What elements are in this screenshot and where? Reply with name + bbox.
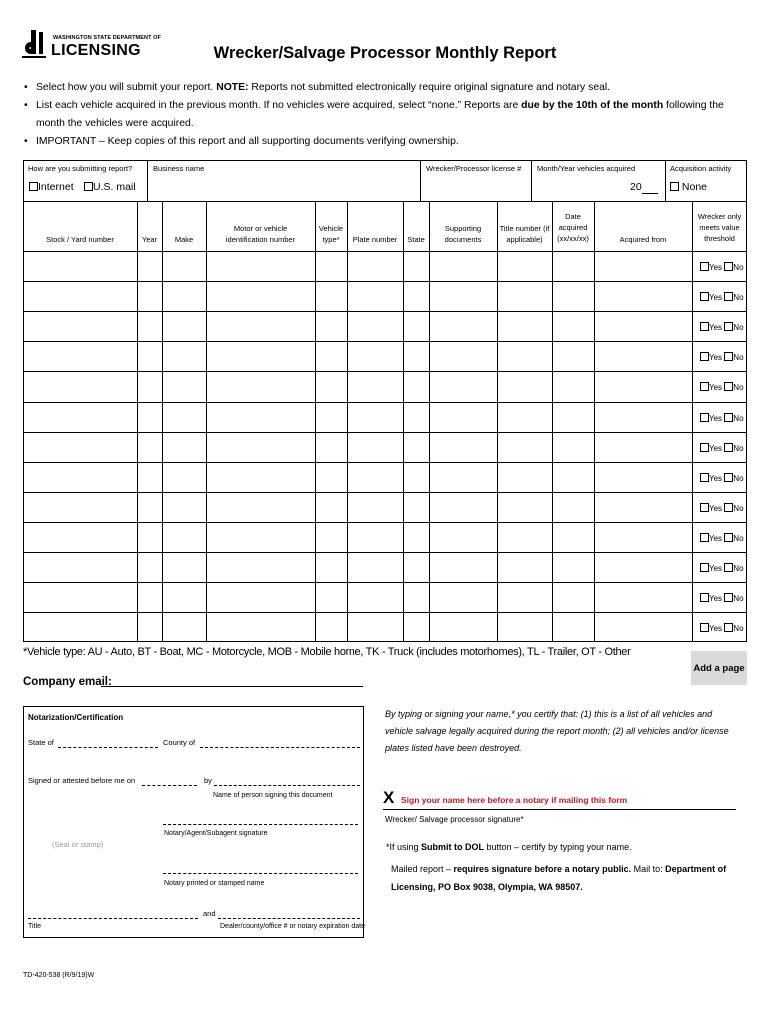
cell-docs-field[interactable] xyxy=(430,583,496,611)
signer-name-caption: Name of person signing this document xyxy=(213,792,333,799)
cell-make-field[interactable] xyxy=(163,403,205,431)
col-type: Vehicle type* xyxy=(318,223,344,244)
cell-stock-field[interactable] xyxy=(24,282,136,310)
no-checkbox[interactable] xyxy=(724,563,733,572)
cell-title-number-field[interactable] xyxy=(498,342,551,370)
wrecker-threshold-options xyxy=(700,443,744,453)
cell-docs-field[interactable] xyxy=(430,523,496,551)
company-email-label: Company email: xyxy=(23,676,112,688)
cell-make-field[interactable] xyxy=(163,463,205,491)
cell-type-field[interactable] xyxy=(316,553,346,581)
cell-year-field[interactable] xyxy=(138,342,161,370)
cell-acquired-from-field[interactable] xyxy=(595,613,691,641)
cell-acquired-from-field[interactable] xyxy=(595,372,691,400)
cell-vin-field[interactable] xyxy=(207,613,314,641)
no-checkbox[interactable] xyxy=(724,262,733,271)
yes-label: Yes xyxy=(709,353,723,362)
cell-stock-field[interactable] xyxy=(24,372,136,400)
cell-date-field[interactable] xyxy=(553,463,593,491)
cell-title-number-field[interactable] xyxy=(498,553,551,581)
cell-state-field[interactable] xyxy=(404,372,428,400)
no-label: No xyxy=(733,383,744,392)
yes-label: Yes xyxy=(709,323,723,332)
cell-type-field[interactable] xyxy=(316,252,346,280)
cell-type-field[interactable] xyxy=(316,523,346,551)
cell-plate-field[interactable] xyxy=(348,433,402,461)
no-checkbox[interactable] xyxy=(724,322,733,331)
yes-checkbox[interactable] xyxy=(700,473,709,482)
cell-state-field[interactable] xyxy=(404,282,428,310)
cell-vin-field[interactable] xyxy=(207,433,314,461)
submit-method-label: How are you submitting report? xyxy=(28,164,133,173)
no-checkbox[interactable] xyxy=(724,443,733,452)
cell-state-field[interactable] xyxy=(404,583,428,611)
cell-docs-field[interactable] xyxy=(430,613,496,641)
cell-year-field[interactable] xyxy=(138,433,161,461)
cell-date-field[interactable] xyxy=(553,583,593,611)
submit-mail-option[interactable]: U.S. mail xyxy=(84,181,136,193)
no-label: No xyxy=(733,293,744,302)
cell-acquired-from-field[interactable] xyxy=(595,403,691,431)
state-of-label: State of xyxy=(28,738,54,747)
cell-plate-field[interactable] xyxy=(348,553,402,581)
cell-state-field[interactable] xyxy=(404,463,428,491)
yes-label: Yes xyxy=(709,504,723,513)
cell-year-field[interactable] xyxy=(138,312,161,340)
yes-checkbox[interactable] xyxy=(700,322,709,331)
cell-year-field[interactable] xyxy=(138,463,161,491)
cell-docs-field[interactable] xyxy=(430,403,496,431)
notary-signature-caption: Notary/Agent/Subagent signature xyxy=(164,830,268,837)
cell-acquired-from-field[interactable] xyxy=(595,553,691,581)
vehicle-type-footnote: *Vehicle type: AU - Auto, BT - Boat, MC - Motorcycle, MOB - Mobile home, TK - Truck (includes motorhomes), TL - Trailer, OT - Other xyxy=(23,646,631,658)
cell-type-field[interactable] xyxy=(316,583,346,611)
col-title-number: Title number (if applicable) xyxy=(499,223,550,244)
cell-make-field[interactable] xyxy=(163,282,205,310)
cell-acquired-from-field[interactable] xyxy=(595,433,691,461)
cell-plate-field[interactable] xyxy=(348,312,402,340)
title-caption: Title xyxy=(28,923,41,930)
no-label: No xyxy=(733,414,744,423)
cell-state-field[interactable] xyxy=(404,523,428,551)
yes-checkbox[interactable] xyxy=(700,292,709,301)
cell-title-number-field[interactable] xyxy=(498,613,551,641)
license-number-label: Wrecker/Processor license # xyxy=(426,164,522,173)
cell-acquired-from-field[interactable] xyxy=(595,583,691,611)
cell-stock-field[interactable] xyxy=(24,523,136,551)
county-of-field[interactable] xyxy=(200,747,360,748)
cell-title-number-field[interactable] xyxy=(498,403,551,431)
cell-docs-field[interactable] xyxy=(430,553,496,581)
wrecker-threshold-options xyxy=(700,533,744,543)
instruction-item: • Select how you will submit your report. NOTE: Reports not submitted electronically require original signature and notary seal. xyxy=(22,79,752,97)
cell-docs-field[interactable] xyxy=(430,282,496,310)
business-name-label: Business name xyxy=(153,164,205,173)
instruction-item: • List each vehicle acquired in the previous month. If no vehicles were acquired, select “none.” Reports are due by the 10th of the month following the month the vehicles were acquired. xyxy=(22,97,752,133)
cell-date-field[interactable] xyxy=(553,403,593,431)
mail-checkbox[interactable] xyxy=(84,182,93,191)
no-label: No xyxy=(733,504,744,513)
cell-make-field[interactable] xyxy=(163,523,205,551)
expiration-caption: Dealer/county/office # or notary expiration date xyxy=(220,923,366,930)
cell-year-field[interactable] xyxy=(138,372,161,400)
wrecker-threshold-options xyxy=(700,262,744,272)
cell-date-field[interactable] xyxy=(553,553,593,581)
col-stock: Stock / Yard number xyxy=(46,235,114,244)
col-year: Year xyxy=(141,235,158,244)
logo-agency-line: WASHINGTON STATE DEPARTMENT OF xyxy=(53,35,162,41)
cell-docs-field[interactable] xyxy=(430,433,496,461)
wrecker-threshold-options xyxy=(700,473,744,483)
expiration-field[interactable] xyxy=(218,918,360,919)
no-label: No xyxy=(733,323,744,332)
cell-acquired-from-field[interactable] xyxy=(595,312,691,340)
cell-year-field[interactable] xyxy=(138,553,161,581)
cell-title-number-field[interactable] xyxy=(498,523,551,551)
cell-date-field[interactable] xyxy=(553,613,593,641)
no-checkbox[interactable] xyxy=(724,533,733,542)
cell-plate-field[interactable] xyxy=(348,403,402,431)
business-name-field[interactable] xyxy=(149,174,417,200)
cell-stock-field[interactable] xyxy=(24,312,136,340)
cell-make-field[interactable] xyxy=(163,553,205,581)
signed-before-label: Signed or attested before me on xyxy=(28,776,136,785)
no-checkbox[interactable] xyxy=(724,292,733,301)
cell-title-number-field[interactable] xyxy=(498,312,551,340)
cell-plate-field[interactable] xyxy=(348,613,402,641)
cell-vin-field[interactable] xyxy=(207,403,314,431)
cell-title-number-field[interactable] xyxy=(498,583,551,611)
no-checkbox[interactable] xyxy=(724,623,733,632)
cell-acquired-from-field[interactable] xyxy=(595,342,691,370)
cell-title-number-field[interactable] xyxy=(498,433,551,461)
cell-year-field[interactable] xyxy=(138,523,161,551)
cell-year-field[interactable] xyxy=(138,583,161,611)
col-docs: Supporting documents xyxy=(444,223,482,244)
cell-plate-field[interactable] xyxy=(348,583,402,611)
cell-state-field[interactable] xyxy=(404,312,428,340)
cell-acquired-from-field[interactable] xyxy=(595,493,691,521)
cell-vin-field[interactable] xyxy=(207,493,314,521)
instruction-item: • IMPORTANT – Keep copies of this report and all supporting documents verifying ownership. xyxy=(22,133,752,151)
yes-label: Yes xyxy=(709,534,723,543)
notary-printed-caption: Notary printed or stamped name xyxy=(164,880,265,887)
cell-stock-field[interactable] xyxy=(24,493,136,521)
cell-make-field[interactable] xyxy=(163,433,205,461)
cell-stock-field[interactable] xyxy=(24,613,136,641)
logo-wordmark: LICENSING xyxy=(51,42,141,59)
notary-printed-name-field[interactable] xyxy=(163,873,358,874)
cell-vin-field[interactable] xyxy=(207,372,314,400)
cell-docs-field[interactable] xyxy=(430,372,496,400)
cell-date-field[interactable] xyxy=(553,433,593,461)
yes-label: Yes xyxy=(709,263,723,272)
cell-vin-field[interactable] xyxy=(207,463,314,491)
processor-signature-field[interactable] xyxy=(383,809,736,810)
yes-checkbox[interactable] xyxy=(700,352,709,361)
add-page-button[interactable]: Add a page xyxy=(691,651,747,685)
wrecker-threshold-options xyxy=(700,352,744,362)
wrecker-threshold-options xyxy=(700,382,744,392)
by-label: by xyxy=(204,776,212,785)
yes-checkbox[interactable] xyxy=(700,413,709,422)
activity-none-option[interactable]: None xyxy=(670,181,707,193)
yes-checkbox[interactable] xyxy=(700,593,709,602)
yes-label: Yes xyxy=(709,444,723,453)
cell-acquired-from-field[interactable] xyxy=(595,463,691,491)
notarization-heading: Notarization/Certification xyxy=(28,713,124,722)
sign-here-prompt: Sign your name here before a notary if mailing this form xyxy=(401,795,628,805)
cell-year-field[interactable] xyxy=(138,403,161,431)
cell-type-field[interactable] xyxy=(316,433,346,461)
cell-state-field[interactable] xyxy=(404,252,428,280)
mailing-instructions: Mailed report – requires signature before a notary public. Mail to: Department of Licensing, PO Box 9038, Olympia, WA 98507. xyxy=(391,864,727,892)
signature-x-mark: X xyxy=(383,788,395,807)
cell-docs-field[interactable] xyxy=(430,252,496,280)
no-checkbox[interactable] xyxy=(724,593,733,602)
cell-date-field[interactable] xyxy=(553,282,593,310)
instructions-list xyxy=(22,79,752,151)
cell-type-field[interactable] xyxy=(316,282,346,310)
cell-stock-field[interactable] xyxy=(24,252,136,280)
cell-date-field[interactable] xyxy=(553,523,593,551)
cell-type-field[interactable] xyxy=(316,493,346,521)
yes-label: Yes xyxy=(709,594,723,603)
no-label: No xyxy=(733,564,744,573)
cell-stock-field[interactable] xyxy=(24,433,136,461)
signed-date-field[interactable] xyxy=(142,785,197,786)
internet-checkbox[interactable] xyxy=(29,182,38,191)
cell-title-number-field[interactable] xyxy=(498,282,551,310)
cell-type-field[interactable] xyxy=(316,403,346,431)
cell-make-field[interactable] xyxy=(163,372,205,400)
cell-vin-field[interactable] xyxy=(207,252,314,280)
cell-vin-field[interactable] xyxy=(207,282,314,310)
yes-checkbox[interactable] xyxy=(700,563,709,572)
cell-type-field[interactable] xyxy=(316,312,346,340)
yes-label: Yes xyxy=(709,474,723,483)
yes-label: Yes xyxy=(709,564,723,573)
notary-signature-field[interactable] xyxy=(163,824,358,825)
seal-placeholder: (Seal or stamp) xyxy=(52,840,104,849)
cell-vin-field[interactable] xyxy=(207,583,314,611)
cell-plate-field[interactable] xyxy=(348,372,402,400)
cell-state-field[interactable] xyxy=(404,342,428,370)
wrecker-threshold-options xyxy=(700,623,744,633)
wrecker-threshold-options xyxy=(700,503,744,513)
col-date: Date acquired (xx/xx/xx) xyxy=(557,212,589,243)
form-code: TD-420-538 (R/9/19)W xyxy=(23,972,95,979)
yes-label: Yes xyxy=(709,383,723,392)
cell-docs-field[interactable] xyxy=(430,463,496,491)
cell-date-field[interactable] xyxy=(553,342,593,370)
no-label: No xyxy=(733,263,744,272)
no-label: No xyxy=(733,444,744,453)
yes-checkbox[interactable] xyxy=(700,262,709,271)
signature-caption: Wrecker/ Salvage processor signature* xyxy=(385,815,524,824)
no-label: No xyxy=(733,353,744,362)
col-acquired-from: Acquired from xyxy=(619,235,667,244)
cell-plate-field[interactable] xyxy=(348,252,402,280)
cell-acquired-from-field[interactable] xyxy=(595,523,691,551)
cell-state-field[interactable] xyxy=(404,613,428,641)
cell-type-field[interactable] xyxy=(316,372,346,400)
yes-checkbox[interactable] xyxy=(700,623,709,632)
cell-stock-field[interactable] xyxy=(24,403,136,431)
yes-label: Yes xyxy=(709,624,723,633)
cell-docs-field[interactable] xyxy=(430,312,496,340)
signer-name-field[interactable] xyxy=(214,785,360,786)
cell-stock-field[interactable] xyxy=(24,342,136,370)
yes-checkbox[interactable] xyxy=(700,382,709,391)
cell-state-field[interactable] xyxy=(404,493,428,521)
cell-title-number-field[interactable] xyxy=(498,372,551,400)
cell-vin-field[interactable] xyxy=(207,523,314,551)
wrecker-threshold-options xyxy=(700,292,744,302)
month-year-label: Month/Year vehicles acquired xyxy=(537,164,636,173)
cell-stock-field[interactable] xyxy=(24,553,136,581)
no-label: No xyxy=(733,624,744,633)
cell-year-field[interactable] xyxy=(138,613,161,641)
cell-type-field[interactable] xyxy=(316,463,346,491)
cell-make-field[interactable] xyxy=(163,342,205,370)
cell-stock-field[interactable] xyxy=(24,583,136,611)
no-label: No xyxy=(733,474,744,483)
cell-plate-field[interactable] xyxy=(348,463,402,491)
state-of-field[interactable] xyxy=(58,747,158,748)
no-label: No xyxy=(733,534,744,543)
no-checkbox[interactable] xyxy=(724,473,733,482)
submit-internet-option[interactable]: Internet xyxy=(29,181,74,193)
cell-plate-field[interactable] xyxy=(348,493,402,521)
col-wrecker-threshold: Wrecker only meets value threshold xyxy=(697,212,742,243)
company-email-field[interactable] xyxy=(101,686,363,687)
yes-label: Yes xyxy=(709,293,723,302)
no-label: No xyxy=(733,594,744,603)
col-plate: Plate number xyxy=(352,235,398,244)
cell-title-number-field[interactable] xyxy=(498,463,551,491)
county-of-label: County of xyxy=(163,738,196,747)
license-number-field[interactable] xyxy=(422,174,528,200)
none-checkbox[interactable] xyxy=(670,182,679,191)
cell-date-field[interactable] xyxy=(553,493,593,521)
no-checkbox[interactable] xyxy=(724,352,733,361)
cell-make-field[interactable] xyxy=(163,493,205,521)
yes-checkbox[interactable] xyxy=(700,503,709,512)
cell-vin-field[interactable] xyxy=(207,312,314,340)
cell-state-field[interactable] xyxy=(404,553,428,581)
cell-plate-field[interactable] xyxy=(348,342,402,370)
cell-make-field[interactable] xyxy=(163,613,205,641)
cell-date-field[interactable] xyxy=(553,312,593,340)
wrecker-threshold-options xyxy=(700,322,744,332)
cell-year-field[interactable] xyxy=(138,493,161,521)
col-make: Make xyxy=(174,235,194,244)
cell-type-field[interactable] xyxy=(316,613,346,641)
year-prefix: 20 xyxy=(630,181,642,193)
cell-acquired-from-field[interactable] xyxy=(595,282,691,310)
cell-make-field[interactable] xyxy=(163,583,205,611)
cell-acquired-from-field[interactable] xyxy=(595,252,691,280)
cell-state-field[interactable] xyxy=(404,403,428,431)
and-label: and xyxy=(203,909,216,918)
cell-make-field[interactable] xyxy=(163,312,205,340)
no-checkbox[interactable] xyxy=(724,382,733,391)
no-checkbox[interactable] xyxy=(724,413,733,422)
cell-vin-field[interactable] xyxy=(207,342,314,370)
col-state: State xyxy=(407,235,425,244)
cell-date-field[interactable] xyxy=(553,372,593,400)
wrecker-threshold-options xyxy=(700,593,744,603)
cell-docs-field[interactable] xyxy=(430,493,496,521)
acquisition-activity-label: Acquisition activity xyxy=(670,164,732,173)
cell-title-number-field[interactable] xyxy=(498,493,551,521)
month-year-field[interactable] xyxy=(642,193,658,194)
yes-label: Yes xyxy=(709,414,723,423)
cell-make-field[interactable] xyxy=(163,252,205,280)
cell-year-field[interactable] xyxy=(138,252,161,280)
certification-statement: By typing or signing your name,* you certify that: (1) this is a list of all vehicles and vehicle salvage legally acquired during the report month; (2) all vehicles and/or license plates listed have been destroyed. xyxy=(385,709,729,753)
cell-title-number-field[interactable] xyxy=(498,252,551,280)
cell-vin-field[interactable] xyxy=(207,553,314,581)
no-checkbox[interactable] xyxy=(724,503,733,512)
cell-plate-field[interactable] xyxy=(348,282,402,310)
yes-checkbox[interactable] xyxy=(700,443,709,452)
page-title: Wrecker/Salvage Processor Monthly Report xyxy=(213,44,557,62)
cell-state-field[interactable] xyxy=(404,433,428,461)
title-field[interactable] xyxy=(28,918,198,919)
cell-stock-field[interactable] xyxy=(24,463,136,491)
submit-note: *If using Submit to DOL button – certify by typing your name. xyxy=(386,842,632,852)
cell-year-field[interactable] xyxy=(138,282,161,310)
yes-checkbox[interactable] xyxy=(700,533,709,542)
wrecker-threshold-options xyxy=(700,413,744,423)
cell-docs-field[interactable] xyxy=(430,342,496,370)
cell-type-field[interactable] xyxy=(316,342,346,370)
cell-date-field[interactable] xyxy=(553,252,593,280)
wrecker-threshold-options xyxy=(700,563,744,573)
col-vin: Motor or vehicle identification number xyxy=(225,223,296,244)
cell-plate-field[interactable] xyxy=(348,523,402,551)
